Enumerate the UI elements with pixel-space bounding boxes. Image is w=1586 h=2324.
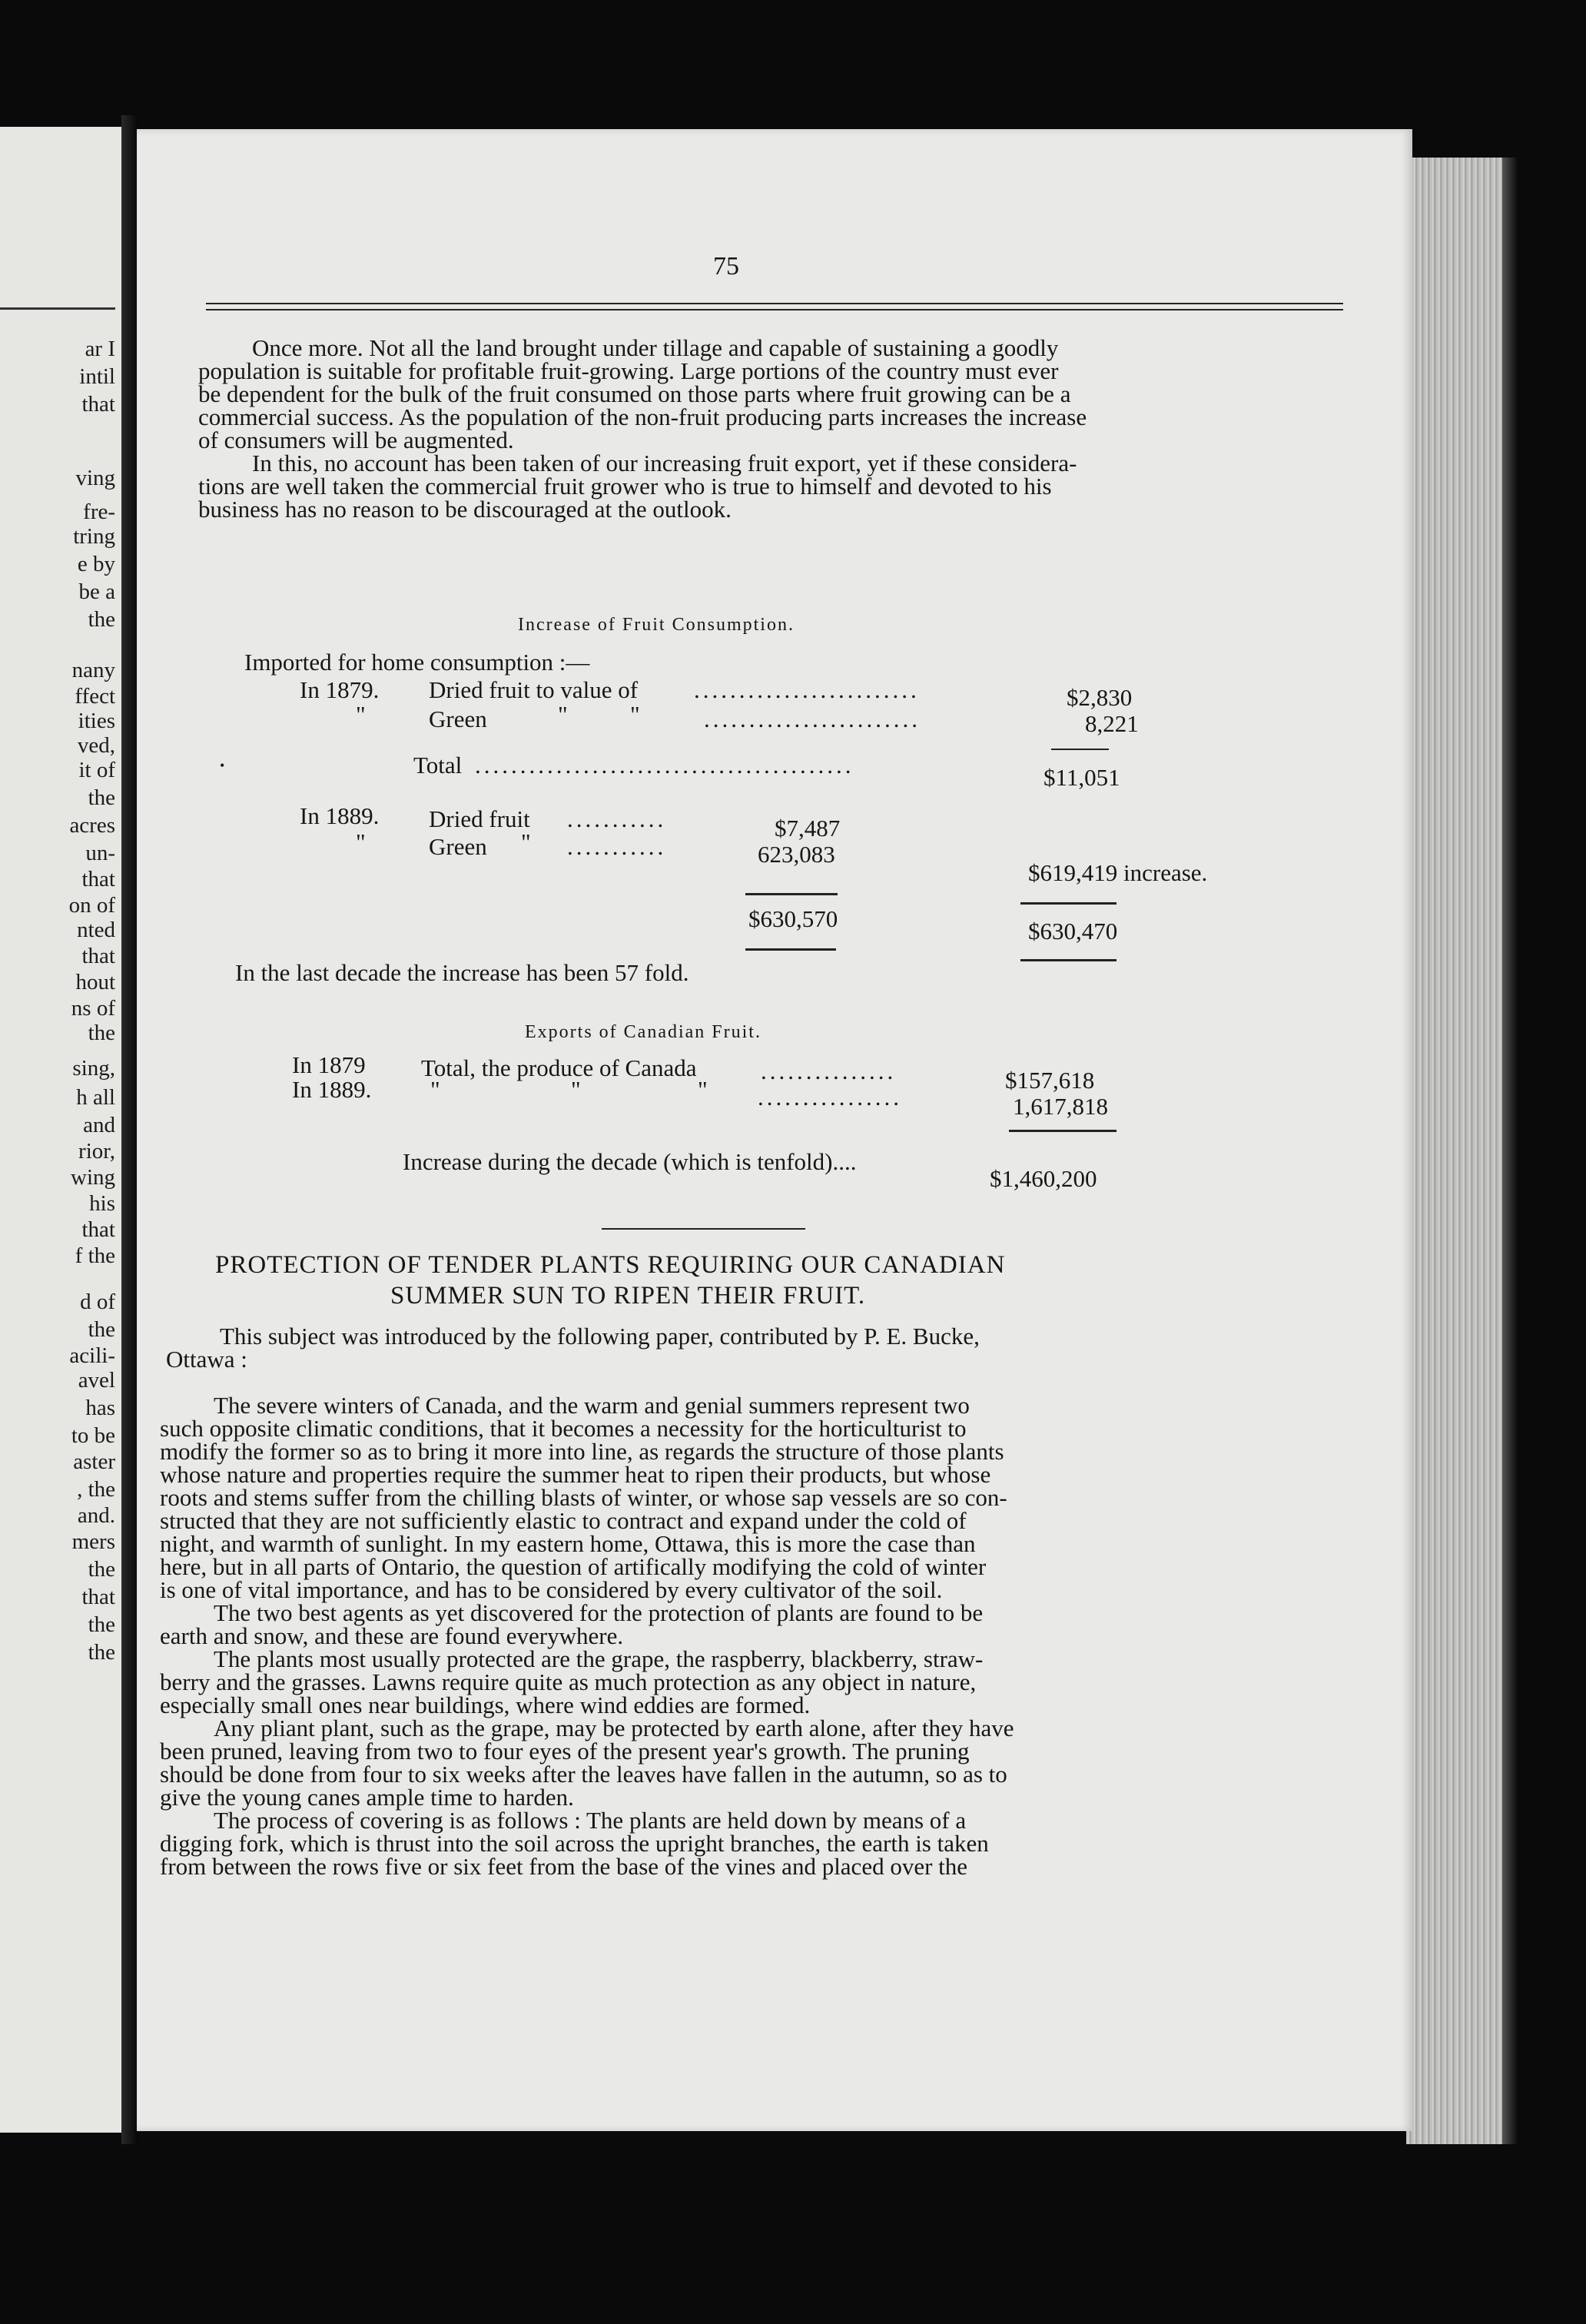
exports-total-label: Total, the produce of Canada [421, 1054, 697, 1081]
facing-page-fragment: that [81, 392, 115, 417]
article-paragraph [160, 1394, 1014, 1602]
text-line: Any pliant plant, such as the grape, may be protected by earth alone, after they have [214, 1715, 1014, 1741]
book-edge-shadow [1502, 158, 1518, 2144]
ditto-mark: " [521, 828, 531, 855]
facing-page-fragment: nted [77, 918, 115, 942]
sum-rule [1020, 959, 1117, 961]
ditto-mark: " [430, 1076, 440, 1103]
facing-page-edge [0, 127, 121, 2133]
facing-page-fragment: ar I [85, 337, 115, 361]
article-title-line-2: SUMMER SUN TO RIPEN THEIR FRUIT. [390, 1282, 866, 1310]
facing-page-fragment: f the [75, 1243, 115, 1268]
text-line: business has no reason to be discouraged at the outlook. [198, 496, 732, 523]
facing-page-rule [0, 307, 115, 310]
facing-page-fragment: the [88, 1317, 115, 1342]
total-1879-value: $11,051 [1044, 764, 1120, 791]
facing-page-fragment: mers [71, 1529, 115, 1554]
consumption-heading: Increase of Fruit Consumption. [518, 615, 795, 635]
facing-page-fragment: d of [80, 1290, 115, 1314]
ditto-mark: " [571, 1076, 581, 1103]
article-paragraph [160, 1717, 1014, 1809]
facing-page-fragment: h all [76, 1085, 115, 1110]
facing-page-fragment: the [88, 1021, 115, 1045]
sum-rule [745, 948, 836, 951]
facing-page-fragment: on of [68, 893, 115, 918]
text-line: here, but in all parts of Ontario, the question of artifically modifying the cold of winter [160, 1553, 987, 1580]
year-1889-label: In 1889. [300, 802, 380, 829]
dot-leader: ......................... [694, 676, 920, 703]
facing-page-fragment: and. [77, 1503, 115, 1528]
text-line: is one of vital importance, and has to be considered by every cultivator of the soil. [160, 1576, 943, 1603]
facing-page-fragment: hout [75, 970, 115, 994]
facing-page-fragment: ving [75, 466, 115, 490]
ditto-mark: " [356, 828, 366, 855]
exports-1889-value: 1,617,818 [1013, 1093, 1108, 1120]
dried-1889-label: Dried fruit [429, 805, 530, 832]
intro-paragraph-2 [198, 452, 1077, 521]
sum-left: $630,570 [748, 905, 838, 932]
facing-page-fragment: it of [78, 758, 115, 782]
dot-leader: .......................................... [475, 752, 854, 779]
exports-year-1889: In 1889. [292, 1076, 372, 1103]
page-block-edges [1406, 158, 1506, 2144]
text-line: population is suitable for profitable fruit-growing. Large portions of the country must ever [198, 357, 1059, 384]
facing-page-fragment: fre- [83, 500, 115, 524]
bullet-mark: • [220, 758, 225, 773]
facing-page-fragment: un- [85, 841, 115, 865]
dried-1889-value: $7,487 [775, 815, 841, 842]
text-line: especially small ones near buildings, where wind eddies are formed. [160, 1692, 811, 1718]
exports-increase-value: $1,460,200 [990, 1165, 1097, 1192]
facing-page-fragment: intil [79, 364, 115, 389]
facing-page-fragment: avel [78, 1368, 115, 1393]
facing-page-fragment: that [81, 1217, 115, 1242]
text-line: commercial success. As the population of the non-fruit producing parts increases the increase [198, 403, 1087, 430]
text-line: structed that they are not sufficiently elastic to contract and expand under the cold of [160, 1507, 967, 1534]
increase-value: $619,419 increase. [1028, 859, 1208, 886]
text-line: berry and the grasses. Lawns require quite as much protection as any object in nature, [160, 1668, 977, 1695]
text-line: This subject was introduced by the following paper, contributed by P. E. Bucke, [220, 1323, 980, 1350]
facing-page-fragment: and [83, 1113, 115, 1137]
text-line: The severe winters of Canada, and the warm and genial summers represent two [214, 1392, 970, 1419]
sum-right: $630,470 [1028, 918, 1118, 945]
dot-leader: ................ [758, 1084, 902, 1111]
green-1889-label: Green [429, 833, 487, 860]
dot-leader: ............... [761, 1057, 897, 1084]
text-line: modify the former so as to bring it more into line, as regards the structure of those plants [160, 1438, 1004, 1465]
facing-page-fragment: , the [77, 1477, 115, 1502]
facing-page-fragment: ved, [77, 733, 115, 758]
dot-leader: ........... [567, 833, 667, 860]
text-line: such opposite climatic conditions, that it becomes a necessity for the horticulturist to [160, 1415, 967, 1442]
text-line: Once more. Not all the land brought under tillage and capable of sustaining a goodly [252, 334, 1059, 361]
article-paragraph [160, 1645, 1014, 1718]
facing-page-fragment: the [88, 1557, 115, 1582]
facing-page-fragment: tring [73, 524, 115, 549]
text-line: The two best agents as yet discovered for the protection of plants are found to be [214, 1599, 984, 1626]
ditto-mark: " [558, 701, 568, 728]
article-title-line-1: PROTECTION OF TENDER PLANTS REQUIRING OUR CANADIAN [215, 1251, 1006, 1279]
header-rule-bottom [206, 309, 1343, 310]
year-1879-label: In 1879. [300, 676, 380, 703]
dot-leader: ........................ [704, 706, 921, 732]
facing-page-fragment: acili- [69, 1343, 115, 1368]
article-paragraph [160, 1599, 1014, 1649]
text-line: from between the rows five or six feet from the base of the vines and placed over the [160, 1853, 968, 1880]
facing-page-fragment: rior, [78, 1139, 115, 1164]
text-line: tions are well taken the commercial fruit grower who is true to himself and devoted to his [198, 473, 1052, 500]
consumption-intro: Imported for home consumption :— [244, 649, 590, 676]
sum-rule [1020, 902, 1117, 905]
facing-page-fragment: nany [71, 658, 115, 682]
dried-1879-value: $2,830 [1067, 684, 1133, 711]
facing-page-fragment: to be [71, 1423, 115, 1448]
sum-rule [745, 893, 838, 895]
sum-rule [1009, 1130, 1117, 1132]
facing-page-fragment: ns of [71, 996, 115, 1021]
text-line: night, and warmth of sunlight. In my eastern home, Ottawa, this is more the case than [160, 1530, 976, 1557]
facing-page-fragment: that [81, 944, 115, 968]
exports-1879-value: $157,618 [1005, 1067, 1095, 1094]
text-line: give the young canes ample time to harden. [160, 1784, 574, 1811]
header-rule-top [206, 303, 1343, 304]
exports-heading: Exports of Canadian Fruit. [525, 1022, 761, 1042]
facing-page-fragment: the [88, 1640, 115, 1665]
green-label: Green [429, 706, 487, 732]
facing-page-fragment: aster [73, 1449, 115, 1474]
book-page [137, 129, 1412, 2131]
sum-rule [1051, 749, 1109, 750]
text-line: The process of covering is as follows : The plants are held down by means of a [214, 1807, 967, 1834]
intro-paragraph-1 [198, 334, 1087, 453]
facing-page-fragment: the [88, 607, 115, 632]
facing-page-fragment: be a [78, 579, 115, 604]
ditto-mark: " [698, 1076, 708, 1103]
fold-note: In the last decade the increase has been 57 fold. [235, 959, 689, 986]
facing-page-fragment: has [85, 1396, 115, 1420]
facing-page-fragment: the [88, 785, 115, 810]
book-gutter [121, 115, 138, 2144]
text-line: been pruned, leaving from two to four eyes of the present year's growth. The pruning [160, 1738, 970, 1765]
text-line: Ottawa : [166, 1346, 247, 1373]
dot-leader: ........... [567, 805, 667, 832]
facing-page-fragment: wing [71, 1165, 115, 1190]
facing-page-fragment: the [88, 1612, 115, 1637]
text-line: be dependent for the bulk of the fruit consumed on those parts where fruit growing can be a [198, 380, 1071, 407]
exports-year-1879: In 1879 [292, 1051, 366, 1078]
facing-page-fragment: acres [69, 813, 115, 838]
facing-page-fragment: ities [78, 709, 115, 733]
text-line: whose nature and properties require the summer heat to ripen their products, but whose [160, 1461, 991, 1488]
text-line: roots and stems suffer from the chilling blasts of winter, or whose sap vessels are so con- [160, 1484, 1007, 1511]
ditto-mark: " [630, 701, 640, 728]
article-intro [166, 1325, 980, 1371]
text-line: In this, no account has been taken of our increasing fruit export, yet if these considera- [252, 450, 1077, 476]
ditto-mark: " [356, 701, 366, 728]
section-divider [602, 1228, 805, 1230]
facing-page-fragment: ffect [75, 684, 115, 709]
green-1879-value: 8,221 [1085, 710, 1139, 737]
text-line: of consumers will be augmented. [198, 427, 514, 453]
article-paragraph [160, 1809, 1014, 1878]
page-number: 75 [713, 252, 739, 281]
facing-page-fragment: that [81, 867, 115, 891]
text-line: should be done from four to six weeks after the leaves have fallen in the autumn, so as to [160, 1761, 1007, 1788]
text-line: earth and snow, and these are found everywhere. [160, 1622, 624, 1649]
text-line: The plants most usually protected are the grape, the raspberry, blackberry, straw- [214, 1645, 984, 1672]
facing-page-fragment: that [81, 1585, 115, 1609]
dried-fruit-label: Dried fruit to value of [429, 676, 639, 703]
total-label: Total [413, 752, 463, 779]
facing-page-fragment: sing, [72, 1056, 115, 1081]
green-1889-value: 623,083 [758, 841, 835, 868]
article-body [160, 1394, 1014, 1878]
facing-page-fragment: his [89, 1191, 115, 1216]
facing-page-fragment: e by [77, 552, 115, 576]
text-line: digging fork, which is thrust into the soil across the upright branches, the earth is taken [160, 1830, 989, 1857]
exports-increase-label: Increase during the decade (which is tenfold).... [403, 1148, 857, 1175]
